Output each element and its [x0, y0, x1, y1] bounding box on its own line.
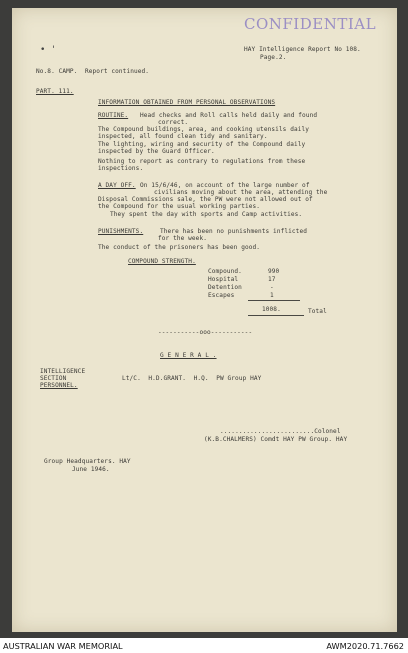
- strength-title: COMPOUND STRENGTH.: [128, 258, 196, 265]
- strength-value: 990: [268, 268, 280, 275]
- strength-label: Escapes: [208, 292, 235, 299]
- day-off-line: On 15/6/46, on account of the large number of: [140, 182, 310, 189]
- signature-dots: .........................Colonel: [220, 428, 341, 435]
- camp-line: No.8. CAMP. Report continued.: [36, 68, 150, 75]
- routine-line: Nothing to report as contrary to regulations from these: [98, 158, 306, 165]
- routine-line: inspected, all found clean tidy and sanitary.: [98, 133, 268, 140]
- punishments-line: for the week.: [158, 235, 207, 242]
- strength-label: Hospital: [208, 276, 239, 283]
- corner-mark: • ': [40, 45, 57, 55]
- routine-line: inspected by the Guard Officer.: [98, 148, 215, 155]
- total-label: Total: [308, 308, 327, 315]
- day-off-line: They spent the day with sports and Camp activities.: [110, 211, 303, 218]
- personnel-label: SECTION: [40, 375, 67, 382]
- general-heading: G E N E R A L .: [160, 352, 217, 359]
- day-off-line: Disposal Commissions sale, the PW were not allowed out of: [98, 196, 313, 203]
- strength-label: Detention: [208, 284, 242, 291]
- punishments-line: The conduct of the prisoners has been good.: [98, 244, 261, 251]
- personnel-text: Lt/C. H.D.GRANT. H.Q. PW Group HAY: [122, 375, 262, 382]
- section-title: INFORMATION OBTAINED FROM PERSONAL OBSERVATIONS: [98, 99, 276, 106]
- confidential-stamp: CONFIDENTIAL: [244, 15, 377, 33]
- footer-left: AUSTRALIAN WAR MEMORIAL: [3, 641, 123, 651]
- report-number: HAY Intelligence Report No 108.: [244, 46, 361, 53]
- strength-value: -: [270, 284, 274, 291]
- routine-label: ROUTINE.: [98, 112, 129, 119]
- routine-line: Head checks and Roll calls held daily and found: [140, 112, 318, 119]
- divider: -----------ooo-----------: [158, 329, 253, 336]
- punishments-label: PUNISHMENTS.: [98, 228, 144, 235]
- signature-line: (K.B.CHALMERS) Comdt HAY PW Group. HAY: [204, 436, 348, 443]
- personnel-label: INTELLIGENCE: [40, 368, 86, 375]
- routine-line: correct.: [158, 119, 189, 126]
- total-value: 1008.: [262, 306, 281, 313]
- origin-place: Group Headquarters. HAY: [44, 458, 131, 465]
- routine-line: inspections.: [98, 165, 144, 172]
- part-heading: PART. 111.: [36, 88, 74, 95]
- day-off-label: A DAY OFF.: [98, 182, 136, 189]
- day-off-line: the Compound for the usual working parties.: [98, 203, 261, 210]
- day-off-line: civilians moving about the area, attending the: [154, 189, 328, 196]
- strength-value: 17: [268, 276, 276, 283]
- total-rule: [248, 315, 304, 316]
- footer-right: AWM2020.71.7662: [326, 641, 404, 651]
- footer-bar: [0, 638, 408, 653]
- strength-value: 1: [270, 292, 274, 299]
- routine-line: The lighting, wiring and security of the Compound daily: [98, 141, 306, 148]
- routine-line: The Compound buildings, area, and cooking utensils daily: [98, 126, 310, 133]
- punishments-line: There has been no punishments inflicted: [160, 228, 307, 235]
- subtotal-rule: [248, 300, 300, 301]
- document-page: [12, 8, 397, 632]
- personnel-label: PERSONNEL.: [40, 382, 78, 389]
- page-number: Page.2.: [260, 54, 287, 61]
- origin-date: June 1946.: [72, 466, 110, 473]
- strength-label: Compound.: [208, 268, 242, 275]
